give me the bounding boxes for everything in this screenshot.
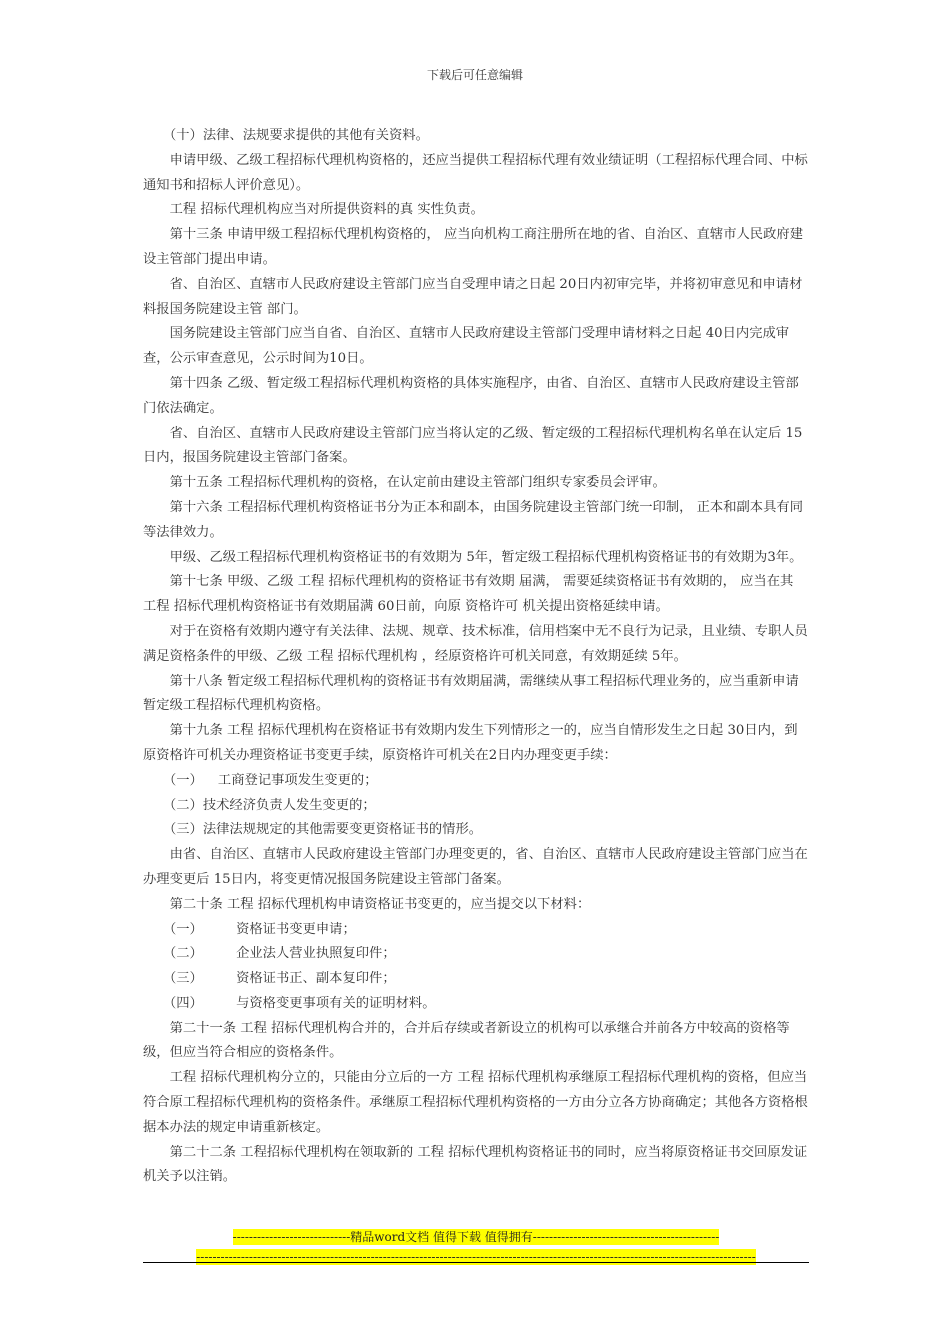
paragraph: 由省、自治区、直辖市人民政府建设主管部门办理变更的，省、自治区、直辖市人民政府建设主管部门应当在办理变更后 15日内，将变更情况报国务院建设主管部门备案。: [143, 847, 808, 887]
paragraph: 第十六条 工程招标代理机构资格证书分为正本和副本，由国务院建设主管部门统一印制， 正本和副本具有同等法律效力。: [143, 499, 803, 540]
page-header: 下载后可任意编辑: [426, 68, 523, 82]
paragraph: 申请甲级、乙级工程招标代理机构资格的，还应当提供工程招标代理有效业绩证明（工程招标代理合同、中标通知书和招标人评价意见）。: [143, 152, 808, 193]
paragraph: （十）法律、法规要求提供的其他有关资料。: [143, 128, 429, 143]
page-footer: [143, 1229, 809, 1269]
paragraph: 第二十二条 工程招标代理机构在领取新的 工程 招标代理机构资格证书的同时，应当将原资格证书交回原发证机关予以注销。: [143, 1144, 808, 1185]
paragraph: 第十八条 暂定级工程招标代理机构的资格证书有效期届满，需继续从事工程招标代理业务的，应当重新申请暂定级工程招标代理机构资格。: [143, 673, 799, 714]
list-item: （二）技术经济负责人发生变更的；: [143, 797, 376, 813]
footer-dashes: ------------------------------------------------------------------------------------------------------------------------------------------: [196, 1250, 756, 1264]
paragraph: 甲级、乙级工程招标代理机构资格证书的有效期为 5年，暂定级工程招标代理机构资格证书的有效期为3年。: [143, 549, 803, 565]
paragraph: 第十三条 申请甲级工程招标代理机构资格的， 应当向机构工商注册所在地的省、自治区、直辖市人民政府建设主管部门提出申请。: [143, 227, 803, 267]
list-item: （一） 资格证书变更申请；: [143, 921, 356, 937]
paragraph: 第二十条 工程 招标代理机构申请资格证书变更的，应当提交以下材料：: [143, 896, 591, 912]
paragraph: 第十五条 工程招标代理机构的资格，在认定前由建设主管部门组织专家委员会评审。: [143, 475, 666, 491]
list-item: （二） 企业法人营业执照复印件；: [143, 946, 396, 962]
paragraph: 工程 招标代理机构应当对所提供资料的真 实性负责。: [143, 202, 484, 218]
paragraph: 对于在资格有效期内遵守有关法律、法规、规章、技术标准，信用档案中无不良行为记录，且业绩、专职人员满足资格条件的甲级、乙级 工程 招标代理机构 ，经原资格许可机关同意，有效期延续 5年。: [143, 623, 808, 664]
list-item: （四） 与资格变更事项有关的证明材料。: [143, 995, 436, 1011]
paragraph: 省、自治区、直辖市人民政府建设主管部门应当将认定的乙级、暂定级的工程招标代理机构名单在认定后 15日内，报国务院建设主管部门备案。: [143, 425, 803, 466]
paragraph: 工程 招标代理机构分立的，只能由分立后的一方 工程 招标代理机构承继原工程招标代理机构的资格，但应当符合原工程招标代理机构的资格条件。承继原工程招标代理机构资格的一方由分立各方协商确定；其他各方资格根据本办法的规定申请重新核定。: [143, 1070, 808, 1135]
list-item: （一） 工商登记事项发生变更的；: [143, 772, 378, 788]
paragraph: 国务院建设主管部门应当自省、自治区、直辖市人民政府建设主管部门受理申请材料之日起 40日内完成审查，公示审查意见，公示时间为10日。: [143, 326, 790, 367]
paragraph: 省、自治区、直辖市人民政府建设主管部门应当自受理申请之日起 20日内初审完毕，并将初审意见和申请材料报国务院建设主管 部门。: [143, 276, 803, 317]
paragraph: 第十七条 甲级、乙级 工程 招标代理机构的资格证书有效期 届满， 需要延续资格证书有效期的， 应当在其 工程 招标代理机构资格证书有效期届满 60日前，向原 资格许可 机关提出资格延续申请。: [143, 574, 798, 615]
paragraph: 第十四条 乙级、暂定级工程招标代理机构资格的具体实施程序，由省、自治区、直辖市人民政府建设主管部门依法确定。: [143, 375, 799, 416]
document-body: [143, 124, 809, 1190]
list-item: （三）法律法规规定的其他需要变更资格证书的情形。: [143, 822, 483, 838]
paragraph: 第二十一条 工程 招标代理机构合并的，合并后存续或者新设立的机构可以承继合并前各方中较高的资格等级，但应当符合相应的资格条件。: [143, 1020, 790, 1061]
list-item: （三） 资格证书正、副本复印件；: [143, 971, 396, 987]
paragraph: 第十九条 工程 招标代理机构在资格证书有效期内发生下列情形之一的，应当自情形发生之日起 30日内，到原资格许可机关办理资格证书变更手续，原资格许可机关在2日内办理变更手续：: [143, 723, 798, 763]
footer-rule: [143, 1262, 809, 1263]
footer-banner: -----------------------------精品word文档 值得下载 值得拥有----------------------------------------------: [232, 1230, 720, 1244]
